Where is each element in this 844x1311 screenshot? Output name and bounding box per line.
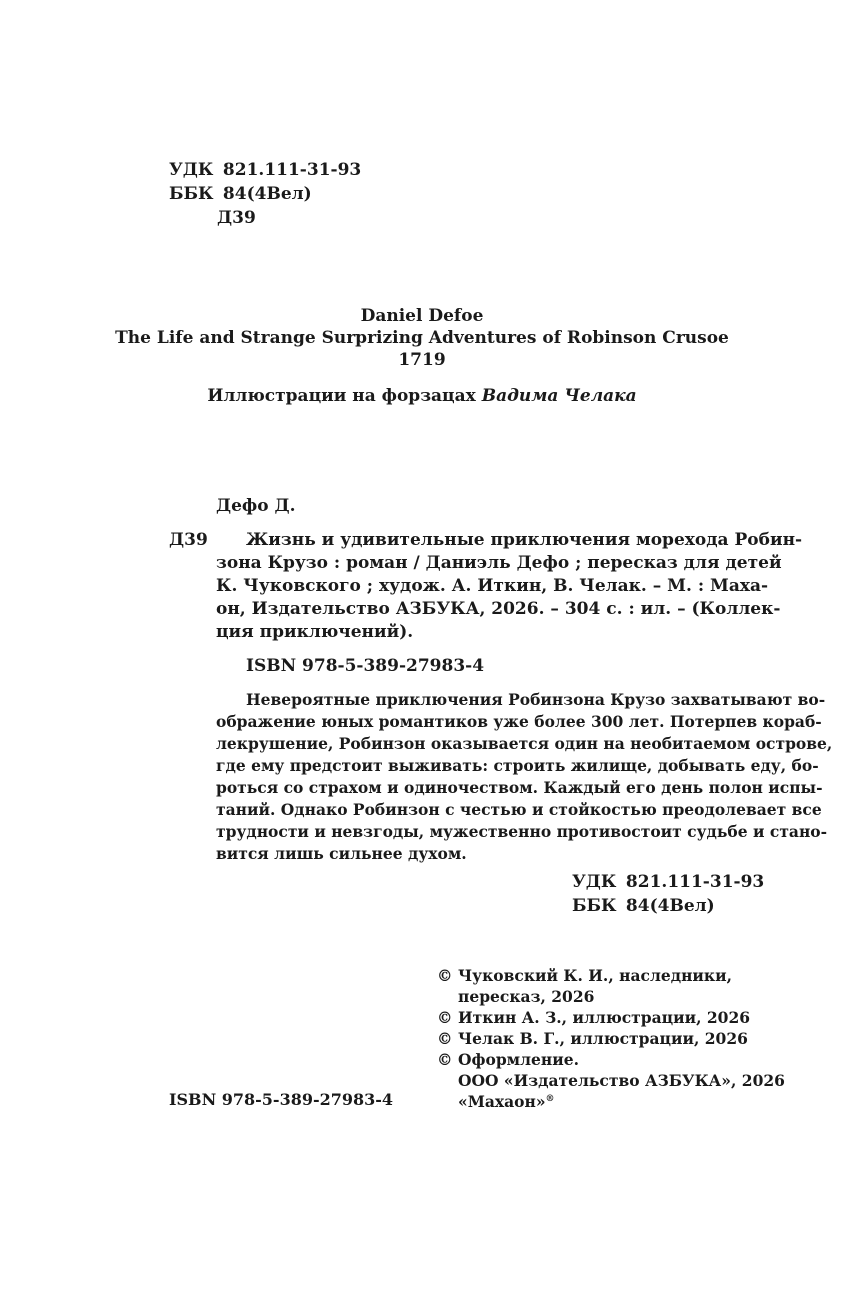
copyright-line: Иткин А. З., иллюстрации, 2026 bbox=[458, 1008, 751, 1027]
record-heading: Дефо Д. bbox=[216, 496, 296, 516]
record-line: зона Крузо : роман / Даниэль Дефо ; пересказ для детей bbox=[216, 553, 782, 573]
original-year: 1719 bbox=[398, 350, 446, 370]
udk-value: 821.111-31-93 bbox=[222, 160, 362, 180]
copyright-symbol: © bbox=[437, 1008, 453, 1027]
registered-mark: ® bbox=[545, 1093, 555, 1104]
abstract-line: где ему предстоит выживать: строить жилище, добывать еду, бо- bbox=[216, 756, 819, 775]
bbk-value: 84(4Вел) bbox=[222, 184, 312, 204]
abstract-line: Невероятные приключения Робинзона Крузо захватывают во- bbox=[246, 690, 826, 709]
record-line: он, Издательство АЗБУКА, 2026. – 304 с. : ил. – (Коллек- bbox=[216, 599, 781, 619]
bottom-bbk-label: ББК bbox=[572, 896, 617, 916]
bottom-bbk-value: 84(4Вел) bbox=[625, 896, 715, 916]
illustrations-text: Иллюстрации на форзацах bbox=[207, 386, 476, 406]
record-mark: Д39 bbox=[169, 530, 208, 550]
copyright-line: ООО «Издательство АЗБУКА», 2026 bbox=[458, 1071, 785, 1090]
udk-label: УДК bbox=[169, 160, 214, 180]
abstract-line: таний. Однако Робинзон с честью и стойкостью преодолевает все bbox=[216, 800, 822, 819]
author-mark: Д39 bbox=[217, 208, 256, 228]
bottom-udk-value: 821.111-31-93 bbox=[625, 872, 765, 892]
copyright-line: Челак В. Г., иллюстрации, 2026 bbox=[458, 1029, 748, 1048]
copyright-line: Чуковский К. И., наследники, bbox=[458, 966, 732, 985]
record-isbn: ISBN 978-5-389-27983-4 bbox=[246, 656, 485, 676]
bottom-udk-row bbox=[572, 872, 764, 892]
abstract-line: ображение юных романтиков уже более 300 лет. Потерпев кораб- bbox=[216, 712, 822, 731]
illustrations-artist: Вадима Челака bbox=[481, 386, 637, 406]
abstract-line: роться со страхом и одиночеством. Каждый его день полон испы- bbox=[216, 778, 823, 797]
original-author: Daniel Defoe bbox=[360, 306, 484, 326]
copyright-symbol: © bbox=[437, 1050, 453, 1069]
bottom-udk-label: УДК bbox=[572, 872, 617, 892]
copyright-symbol: © bbox=[437, 1029, 453, 1048]
record-line: Жизнь и удивительные приключения морехода Робин- bbox=[246, 530, 803, 550]
bottom-bbk-row bbox=[572, 896, 715, 916]
bbk-row bbox=[169, 184, 312, 204]
abstract-line: вится лишь сильнее духом. bbox=[216, 844, 467, 863]
copyright-publisher-mark bbox=[458, 1092, 555, 1111]
isbn-bottom: ISBN 978-5-389-27983-4 bbox=[169, 1090, 394, 1109]
original-title: The Life and Strange Surprizing Adventures of Robinson Crusoe bbox=[115, 328, 729, 348]
copyright-line: «Махаон» bbox=[458, 1092, 546, 1111]
copyright-line: пересказ, 2026 bbox=[458, 987, 595, 1006]
bbk-label: ББК bbox=[169, 184, 214, 204]
abstract-line: трудности и невзгоды, мужественно противостоит судьбе и стано- bbox=[216, 822, 828, 841]
record-line: К. Чуковского ; худож. А. Иткин, В. Челак. – М. : Маха- bbox=[216, 576, 769, 596]
illustrations-credit bbox=[0, 386, 844, 406]
abstract-line: лекрушение, Робинзон оказывается один на необитаемом острове, bbox=[216, 734, 833, 753]
udk-row bbox=[169, 160, 361, 180]
copyright-line: Оформление. bbox=[458, 1050, 580, 1069]
record-line: ция приключений). bbox=[216, 622, 414, 642]
copyright-symbol: © bbox=[437, 966, 453, 985]
